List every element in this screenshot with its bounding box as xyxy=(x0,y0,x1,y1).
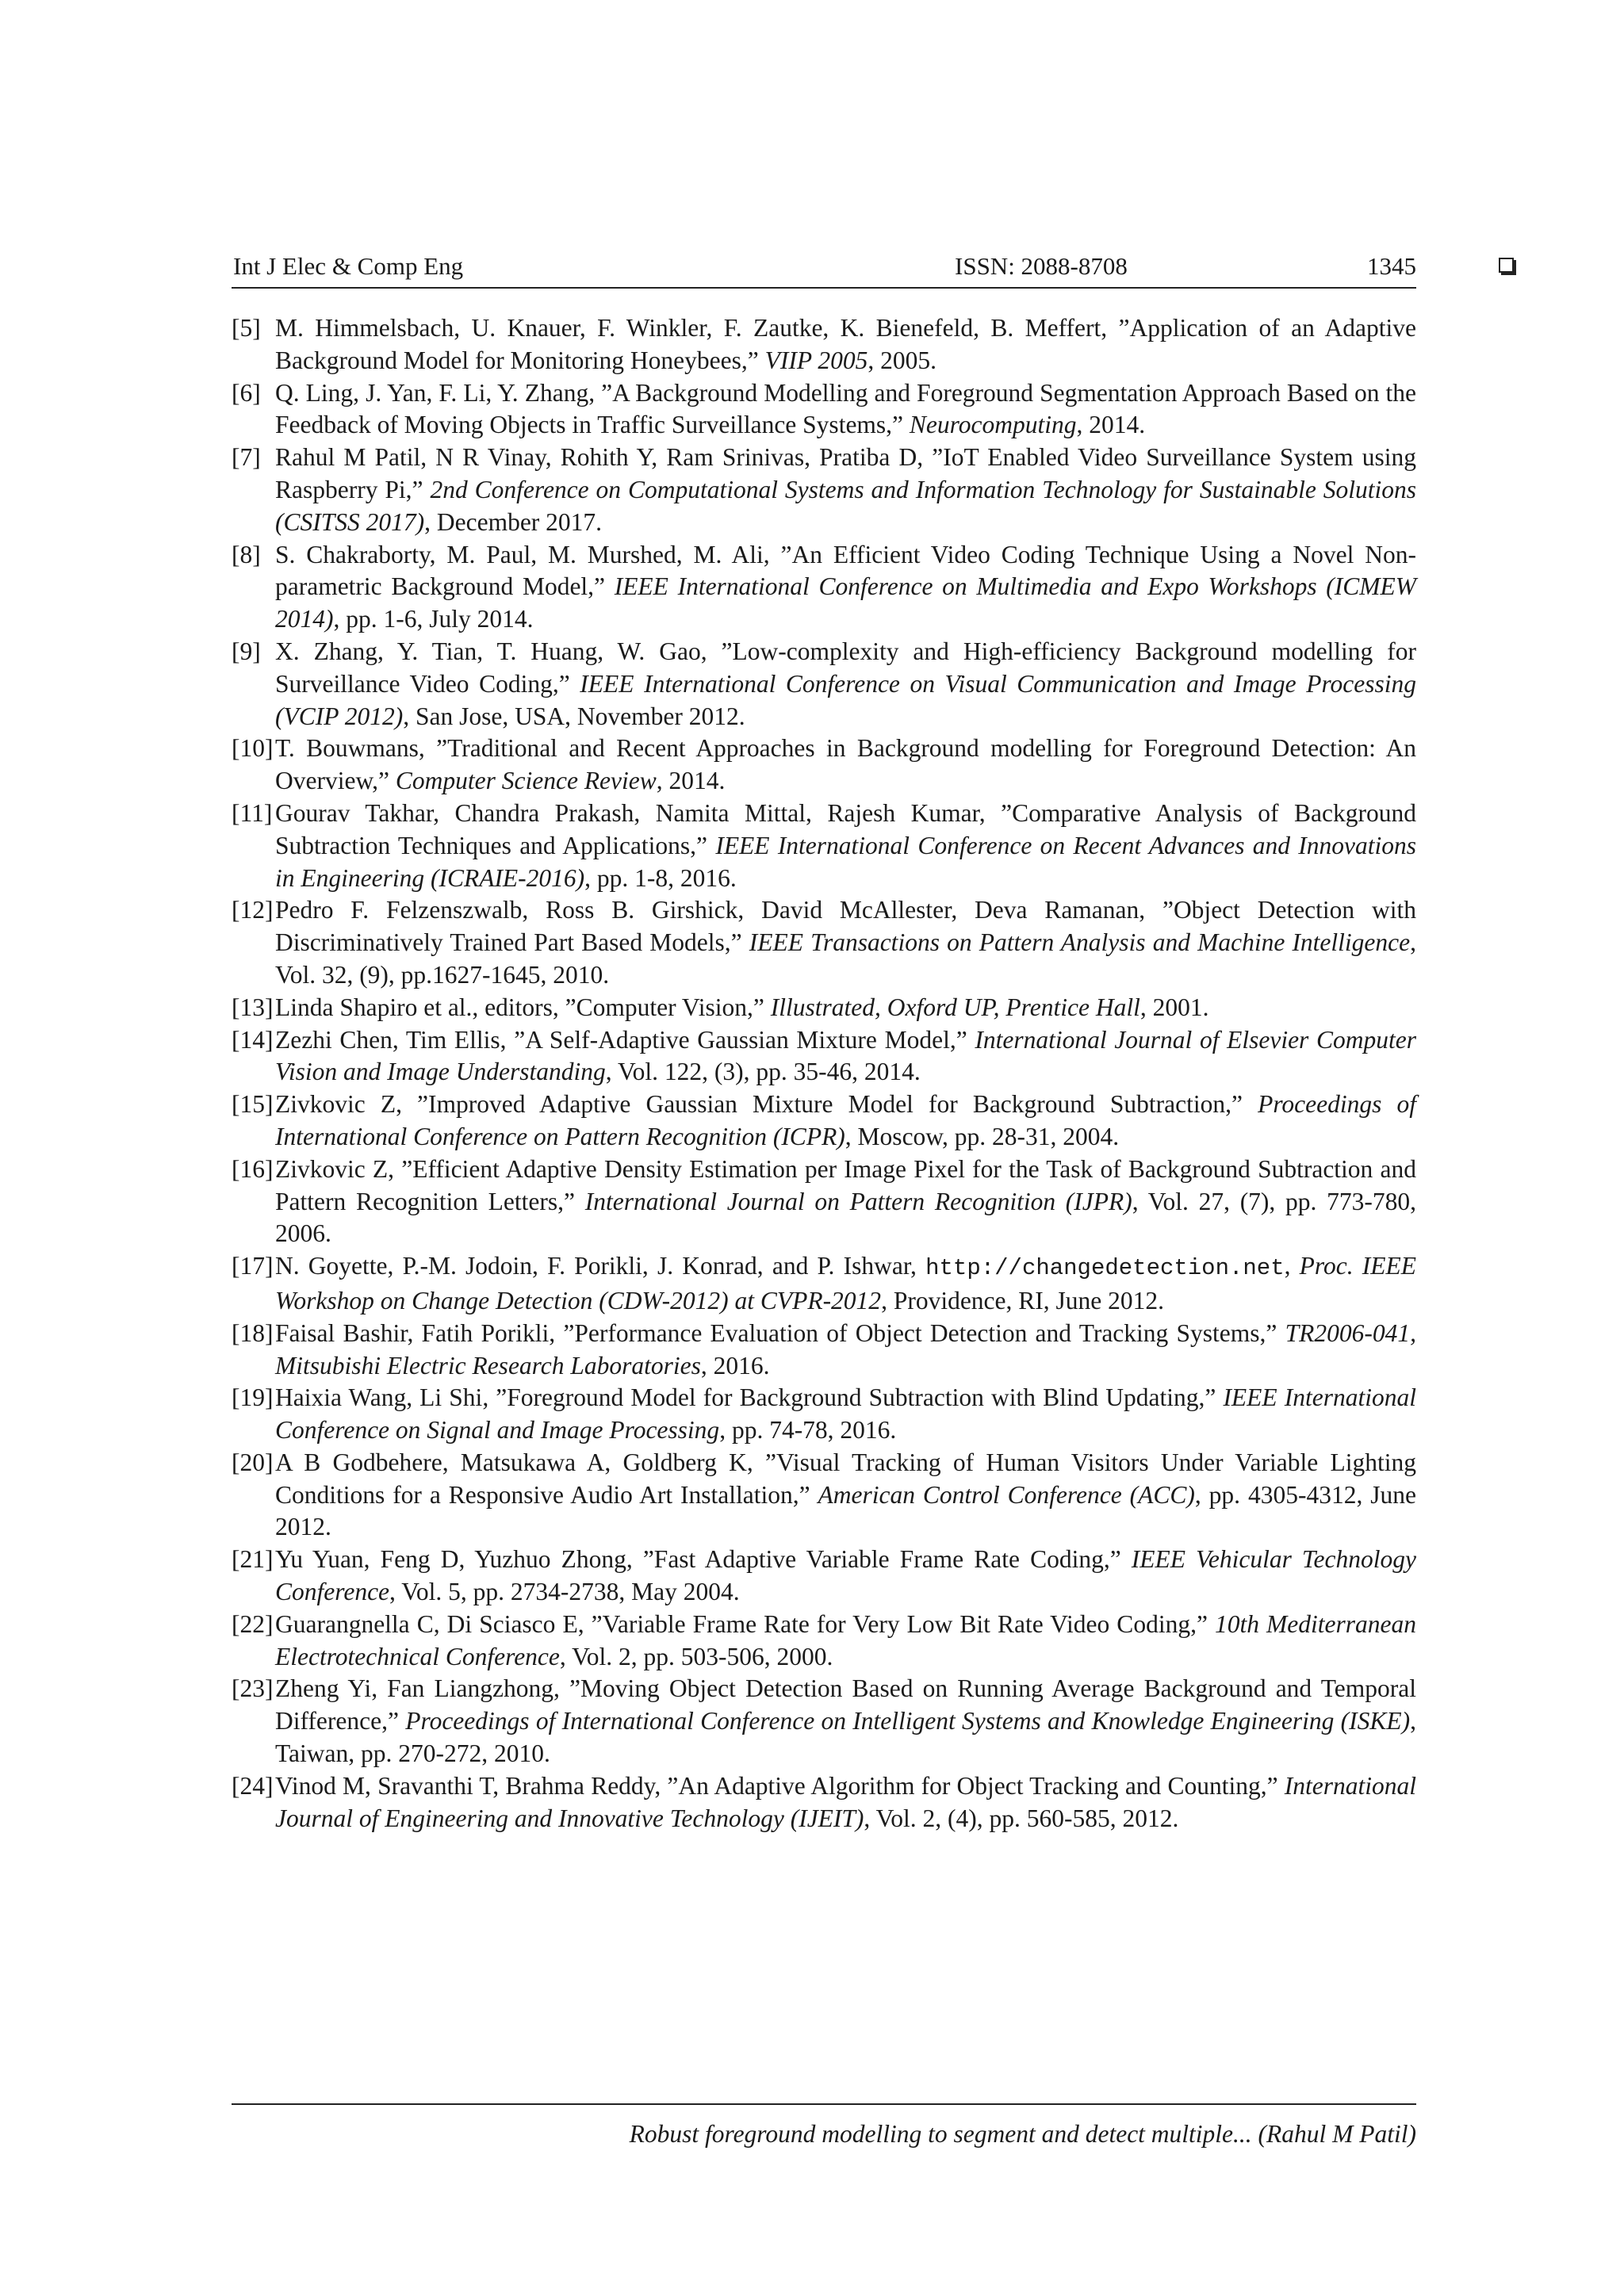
reference-details: , Vol. 32, (9), pp.1627-1645, 2010. xyxy=(275,928,1416,989)
reference-details: , Moscow, pp. 28-31, 2004. xyxy=(845,1122,1120,1150)
reference-authors-title: N. Goyette, P.-M. Jodoin, F. Porikli, J. Konrad, and P. Ishwar, xyxy=(275,1252,926,1280)
reference-item xyxy=(232,1544,1416,1609)
reference-details: , Providence, RI, June 2012. xyxy=(881,1286,1165,1314)
reference-number: [7] xyxy=(232,443,261,472)
reference-number: [22] xyxy=(232,1609,274,1638)
reference-item xyxy=(232,1250,1416,1318)
reference-details: , Taiwan, pp. 270-272, 2010. xyxy=(275,1707,1416,1768)
reference-details: , 2014. xyxy=(1076,411,1146,439)
reference-venue: Illustrated, Oxford UP, Prentice Hall xyxy=(770,993,1140,1021)
reference-venue: Neurocomputing xyxy=(909,411,1077,439)
reference-item xyxy=(232,442,1416,538)
reference-number: [20] xyxy=(232,1448,274,1476)
reference-details: , Vol. 2, (4), pp. 560-585, 2012. xyxy=(864,1804,1179,1832)
reference-number: [8] xyxy=(232,540,261,568)
reference-authors-title: M. Himmelsbach, U. Knauer, F. Winkler, F. Zautke, K. Bienefeld, B. Meffert, ”Application of an Adaptive Background Model for Monitoring Honeybees,” xyxy=(275,314,1416,374)
reference-authors-title: Zezhi Chen, Tim Ellis, ”A Self-Adaptive Gaussian Mixture Model,” xyxy=(275,1025,975,1054)
reference-details: , December 2017. xyxy=(424,507,603,536)
reference-item xyxy=(232,312,1416,377)
reference-number: [10] xyxy=(232,734,274,763)
square-box-icon xyxy=(1499,258,1514,273)
page-number: 1345 xyxy=(1367,252,1416,280)
reference-number: [16] xyxy=(232,1154,274,1183)
reference-number: [18] xyxy=(232,1318,274,1347)
reference-details: , pp. 4305-4312, June 2012. xyxy=(275,1480,1416,1541)
reference-venue: VIIP 2005 xyxy=(764,346,868,374)
page-header xyxy=(232,251,1416,289)
reference-venue: IEEE International Conference on Recent Advances and Innovations in Engineering (ICRAIE-2016) xyxy=(275,831,1416,892)
reference-number: [24] xyxy=(232,1771,274,1800)
reference-number: [13] xyxy=(232,993,274,1021)
reference-authors-title: T. Bouwmans, ”Traditional and Recent Approaches in Background modelling for Foreground Detection: An Overview,” xyxy=(275,734,1416,795)
reference-authors-title: A B Godbehere, Matsukawa A, Goldberg K, ”Visual Tracking of Human Visitors Under Variable Lighting Conditions for a Responsive Audio Art Installation,” xyxy=(275,1448,1416,1509)
reference-venue: 10th Mediterranean Electrotechnical Conference xyxy=(275,1609,1416,1670)
reference-item xyxy=(232,1609,1416,1674)
reference-venue: IEEE International Conference on Multimedia and Expo Workshops (ICMEW 2014) xyxy=(275,572,1416,633)
reference-venue: TR2006-041, Mitsubishi Electric Research Laboratories xyxy=(275,1318,1416,1380)
reference-venue: IEEE Transactions on Pattern Analysis and Machine Intelligence xyxy=(749,928,1411,957)
reference-item xyxy=(232,636,1416,733)
reference-venue: IEEE International Conference on Signal and Image Processing xyxy=(275,1383,1417,1445)
reference-item xyxy=(232,539,1416,636)
reference-venue: International Journal of Elsevier Computer Vision and Image Understanding xyxy=(275,1025,1416,1086)
reference-list xyxy=(232,312,1416,1835)
journal-name: Int J Elec & Comp Eng xyxy=(233,252,464,280)
reference-details: , 2014. xyxy=(656,767,726,795)
reference-number: [19] xyxy=(232,1383,274,1412)
reference-number: [23] xyxy=(232,1674,274,1703)
reference-venue: Proc. IEEE Workshop on Change Detection (CDW-2012) at CVPR-2012 xyxy=(275,1252,1417,1314)
reference-item xyxy=(232,1382,1416,1447)
reference-details: , pp. 1-6, July 2014. xyxy=(333,605,534,633)
reference-details: , Vol. 5, pp. 2734-2738, May 2004. xyxy=(389,1578,740,1606)
reference-url[interactable]: http://changedetection.net xyxy=(925,1255,1285,1282)
reference-item xyxy=(232,1089,1416,1154)
reference-authors-title: Haixia Wang, Li Shi, ”Foreground Model for Background Subtraction with Blind Updating,” xyxy=(275,1383,1224,1412)
reference-number: [11] xyxy=(232,798,273,827)
reference-authors-title: Faisal Bashir, Fatih Porikli, ”Performance Evaluation of Object Detection and Tracking Systems,” xyxy=(275,1318,1285,1347)
reference-item xyxy=(232,894,1416,991)
reference-venue: Proceedings of International Conference on Pattern Recognition (ICPR) xyxy=(275,1090,1416,1150)
reference-authors-title: Rahul M Patil, N R Vinay, Rohith Y, Ram Srinivas, Pratiba D, ”IoT Enabled Video Surveillance System using Raspberry Pi,” xyxy=(275,443,1416,503)
reference-authors-title: Vinod M, Sravanthi T, Brahma Reddy, ”An Adaptive Algorithm for Object Tracking and Counting,” xyxy=(275,1771,1285,1800)
reference-authors-title: Q. Ling, J. Yan, F. Li, Y. Zhang, ”A Background Modelling and Foreground Segmentation Approach Based on the Feedback of Moving Objects in Traffic Surveillance Systems,” xyxy=(275,378,1416,439)
reference-details: , 2016. xyxy=(700,1351,770,1380)
reference-venue: International Journal on Pattern Recognition (IJPR) xyxy=(584,1187,1132,1215)
reference-item xyxy=(232,1447,1416,1544)
reference-item xyxy=(232,1673,1416,1770)
reference-number: [21] xyxy=(232,1545,274,1574)
reference-item xyxy=(232,798,1416,894)
reference-details: , Vol. 27, (7), pp. 773-780, 2006. xyxy=(275,1187,1417,1248)
reference-number: [9] xyxy=(232,637,261,665)
reference-number: [12] xyxy=(232,896,274,924)
reference-authors-title: Pedro F. Felzenszwalb, Ross B. Girshick, David McAllester, Deva Ramanan, ”Object Detection with Discriminatively Trained Part Based Models,” xyxy=(275,896,1416,957)
reference-details: , 2005. xyxy=(868,346,937,374)
reference-venue: International Journal of Engineering and Innovative Technology (IJEIT) xyxy=(275,1771,1416,1832)
reference-details: , pp. 1-8, 2016. xyxy=(584,863,737,892)
reference-authors-title: S. Chakraborty, M. Paul, M. Murshed, M. Ali, ”An Efficient Video Coding Technique Using a Novel Non-parametric Background Model,” xyxy=(275,540,1416,601)
reference-venue: Computer Science Review xyxy=(395,767,657,795)
reference-authors-title: Gourav Takhar, Chandra Prakash, Namita Mittal, Rajesh Kumar, ”Comparative Analysis of Background Subtraction Techniques and Applications,” xyxy=(275,798,1416,859)
reference-authors-title: Yu Yuan, Feng D, Yuzhuo Zhong, ”Fast Adaptive Variable Frame Rate Coding,” xyxy=(275,1545,1132,1574)
reference-authors-title: Zivkovic Z, ”Improved Adaptive Gaussian Mixture Model for Background Subtraction,” xyxy=(275,1090,1258,1119)
reference-venue: IEEE International Conference on Visual Communication and Image Processing (VCIP 2012) xyxy=(275,669,1417,730)
reference-details: , Vol. 2, pp. 503-506, 2000. xyxy=(559,1642,833,1670)
reference-number: [15] xyxy=(232,1090,274,1119)
reference-details: , Vol. 122, (3), pp. 35-46, 2014. xyxy=(605,1058,921,1086)
reference-item xyxy=(232,992,1416,1024)
footer-rule xyxy=(232,2103,1416,2105)
reference-item xyxy=(232,1154,1416,1250)
reference-venue: Proceedings of International Conference on Intelligent Systems and Knowledge Engineering (ISKE) xyxy=(405,1707,1411,1735)
reference-number: [5] xyxy=(232,314,261,342)
reference-item xyxy=(232,1318,1416,1383)
reference-details: , pp. 74-78, 2016. xyxy=(719,1416,897,1445)
reference-item xyxy=(232,1770,1416,1835)
reference-number: [6] xyxy=(232,378,261,407)
reference-item xyxy=(232,1024,1416,1089)
reference-item xyxy=(232,733,1416,798)
reference-details: , San Jose, USA, November 2012. xyxy=(403,702,745,730)
reference-number: [14] xyxy=(232,1025,274,1054)
reference-venue: 2nd Conference on Computational Systems and Information Technology for Sustainable Solutions (CSITSS 2017) xyxy=(275,475,1416,536)
reference-authors-title: Linda Shapiro et al., editors, ”Computer Vision,” xyxy=(275,993,771,1021)
issn: ISSN: 2088-8708 xyxy=(955,252,1128,280)
reference-authors-title: X. Zhang, Y. Tian, T. Huang, W. Gao, ”Low-complexity and High-efficiency Background modelling for Surveillance Video Coding,” xyxy=(275,637,1416,698)
reference-details: , 2001. xyxy=(1139,993,1209,1021)
reference-separator: , xyxy=(1284,1252,1300,1280)
running-footer: Robust foreground modelling to segment and detect multiple... (Rahul M Patil) xyxy=(629,2120,1416,2148)
reference-item xyxy=(232,377,1416,442)
reference-authors-title: Zivkovic Z, ”Efficient Adaptive Density Estimation per Image Pixel for the Task of Background Subtraction and Pattern Recognition Letters,” xyxy=(275,1154,1416,1215)
reference-authors-title: Guarangnella C, Di Sciasco E, ”Variable Frame Rate for Very Low Bit Rate Video Coding,” xyxy=(275,1609,1215,1638)
reference-number: [17] xyxy=(232,1252,274,1280)
reference-venue: American Control Conference (ACC) xyxy=(818,1480,1195,1509)
reference-authors-title: Zheng Yi, Fan Liangzhong, ”Moving Object Detection Based on Running Average Background and Temporal Difference,” xyxy=(275,1674,1416,1735)
reference-venue: IEEE Vehicular Technology Conference xyxy=(275,1545,1416,1606)
